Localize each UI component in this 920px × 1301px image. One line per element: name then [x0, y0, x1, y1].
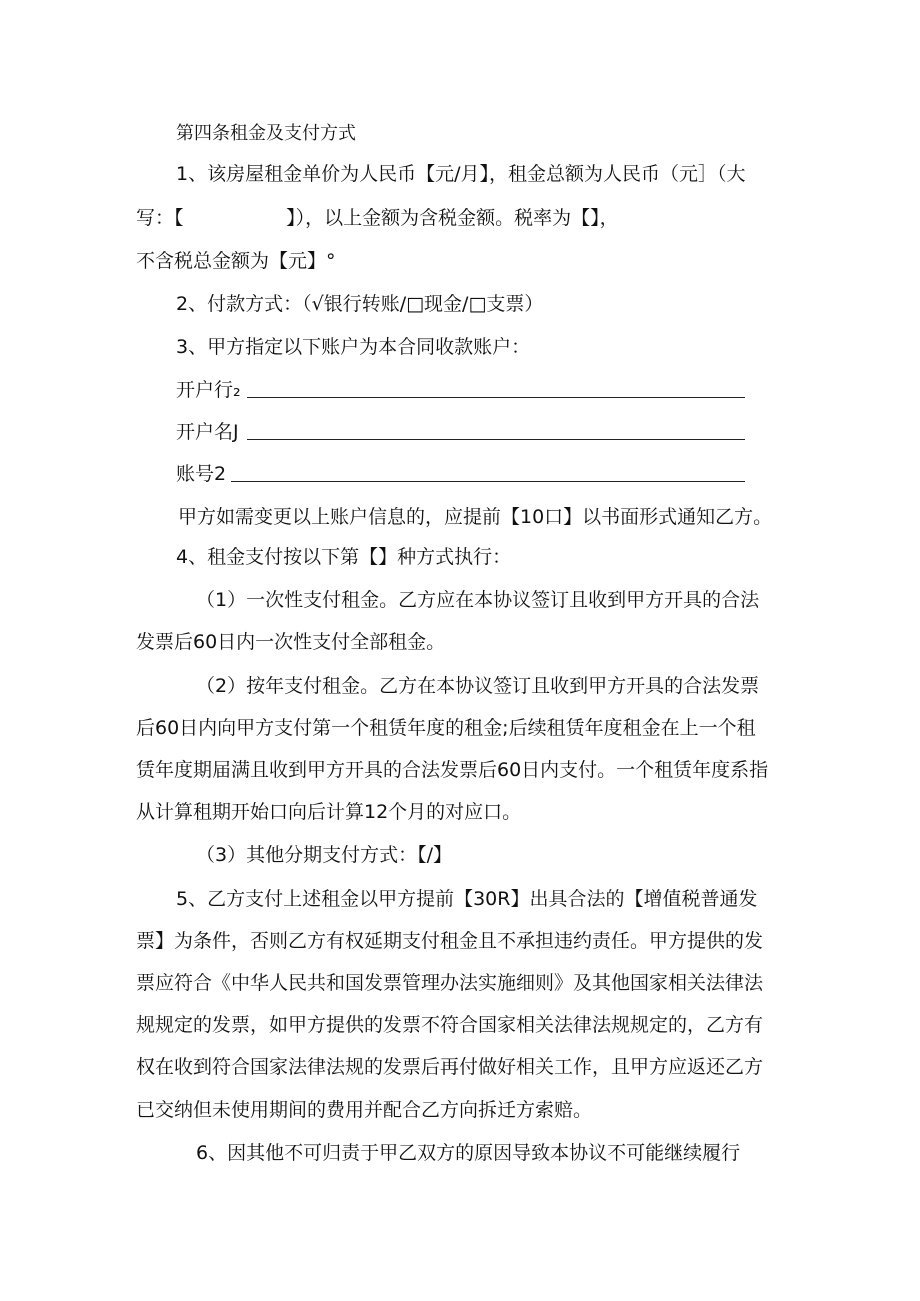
paragraph-5-line-2: 票】为条件，否则乙方有权延期支付租金且不承担违约责任。甲方提供的发 [136, 930, 764, 952]
paragraph-5-line-5: 权在收到符合国家法律法规的发票后再付做好相关工作，且甲方应返还乙方 [136, 1056, 764, 1078]
paragraph-5-line-3: 票应符合《中华人民共和国发票管理办法实施细则》及其他国家相关法律法 [136, 972, 764, 994]
paragraph-1-line-3: 不含税总金额为【元】° [136, 250, 336, 272]
option-2-line-3: 赁年度期届满且收到甲方开具的合法发票后60日内支付。一个租赁年度系指 [136, 759, 769, 781]
paragraph-2: 2、付款方式：（√银行转账/□现金/□支票） [176, 293, 544, 315]
paragraph-1-line-1: 1、该房屋租金单价为人民币【元/月】，租金总额为人民币（元］（大 [176, 163, 746, 185]
paragraph-4: 4、租金支付按以下第【】种方式执行： [176, 546, 512, 568]
option-1-line-1: （1）一次性支付租金。乙方应在本协议签订且收到甲方开具的合法 [196, 589, 760, 611]
paragraph-5-line-4: 规规定的发票，如甲方提供的发票不符合国家相关法律法规规定的，乙方有 [136, 1014, 764, 1036]
account-number-blank [231, 481, 745, 482]
bank-label: 开户行₂ [176, 379, 241, 401]
paragraph-3: 3、甲方指定以下账户为本合同收款账户： [176, 336, 531, 358]
option-2-line-2: 后60日内向甲方支付第一个租赁年度的租金;后续租赁年度租金在上一个租 [136, 717, 756, 739]
paragraph-1-line-2: 写：【 】），以上金额为含税金额。税率为【】， [136, 207, 619, 229]
paragraph-5-line-1: 5、乙方支付上述租金以甲方提前【30R】出具合法的【增值税普通发 [176, 888, 758, 910]
option-1-line-2: 发票后60日内一次性支付全部租金。 [136, 631, 446, 653]
paragraph-5-line-6: 已交纳但未使用期间的费用并配合乙方向拆迁方索赔。 [136, 1099, 593, 1121]
paragraph-6: 6、因其他不可归责于甲乙双方的原因导致本协议不可能继续履行 [196, 1142, 741, 1164]
account-name-blank [247, 439, 745, 440]
option-2-line-1: （2）按年支付租金。乙方在本协议签订且收到甲方开具的合法发票 [196, 675, 760, 697]
account-number-label: 账号2 [176, 463, 227, 485]
section-heading: 第四条租金及支付方式 [176, 123, 356, 144]
option-3: （3）其他分期支付方式：【/】 [196, 844, 452, 866]
option-2-line-4: 从计算租期开始口向后计算12个月的对应口。 [136, 801, 522, 823]
bank-blank [247, 397, 745, 398]
account-change-notice: 甲方如需变更以上账户信息的，应提前【10口】以书面形式通知乙方。 [178, 506, 773, 528]
account-name-label: 开户名J [176, 421, 239, 443]
